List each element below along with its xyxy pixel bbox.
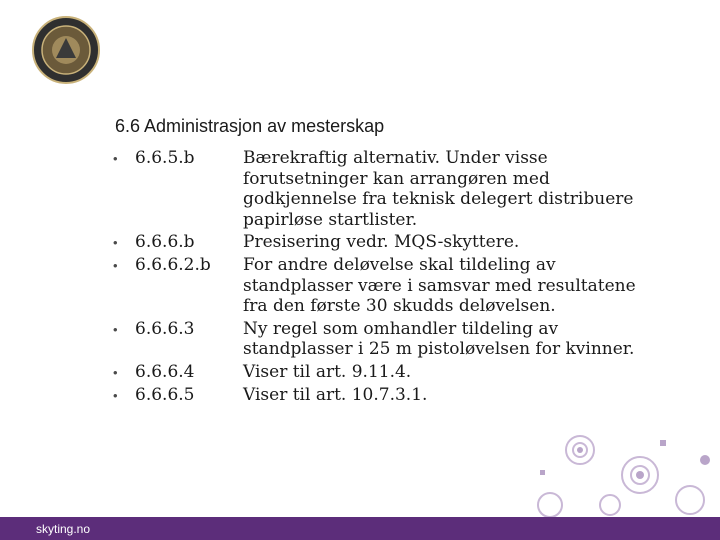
rule-description [243,232,673,253]
description-line: godkjennelse fra teknisk delegert distribuere [243,189,634,209]
description-line: Ny regel som omhandler tildeling av [243,318,559,339]
bullet: • [113,235,118,250]
description-line: papirløse startlister. [243,209,418,230]
footer-bar [0,517,720,540]
rule-description [243,148,673,230]
description-line: forutsetninger kan arrangøren med [243,168,550,189]
description-line: standplasser i 25 m pistoløvelsen for kvinner. [243,339,635,359]
list-item [113,362,673,383]
list-item [113,255,673,317]
list-item [113,232,673,253]
description-line: Viser til art. 9.11.4. [243,361,412,382]
description-line: fra den første 30 skudds deløvelsen. [243,296,556,316]
rule-list [113,148,673,408]
rule-number: 6.6.6.5 [135,384,195,405]
slide-title: 6.6 Administrasjon av mesterskap [115,116,385,136]
rule-number: 6.6.6.3 [135,318,195,339]
list-item [113,148,673,230]
bullet: • [113,387,118,403]
target-decoration-graphic [520,420,720,520]
rule-number: 6.6.6.4 [135,361,195,382]
list-item [113,385,673,406]
organization-logo [30,14,102,86]
description-line: Viser til art. 10.7.3.1. [243,384,428,405]
bullet: • [113,321,118,337]
footer-site-link[interactable]: skyting.no [36,522,91,536]
list-item [113,319,673,360]
rule-description [243,362,673,383]
description-line: For andre deløvelse skal tildeling av [243,255,556,275]
rule-number: 6.6.6.2.b [135,255,211,275]
rule-description [243,319,673,360]
rule-description [243,255,673,317]
bullet: • [113,258,118,273]
description-line: Bærekraftig alternativ. Under visse [243,148,548,168]
rule-number: 6.6.5.b [135,148,195,168]
rule-number: 6.6.6.b [135,232,195,252]
rule-description [243,385,673,406]
bullet: • [113,364,118,380]
description-line: standplasser være i samsvar med resultatene [243,275,636,296]
description-line: Presisering vedr. MQS-skyttere. [243,232,520,252]
bullet: • [113,151,118,166]
